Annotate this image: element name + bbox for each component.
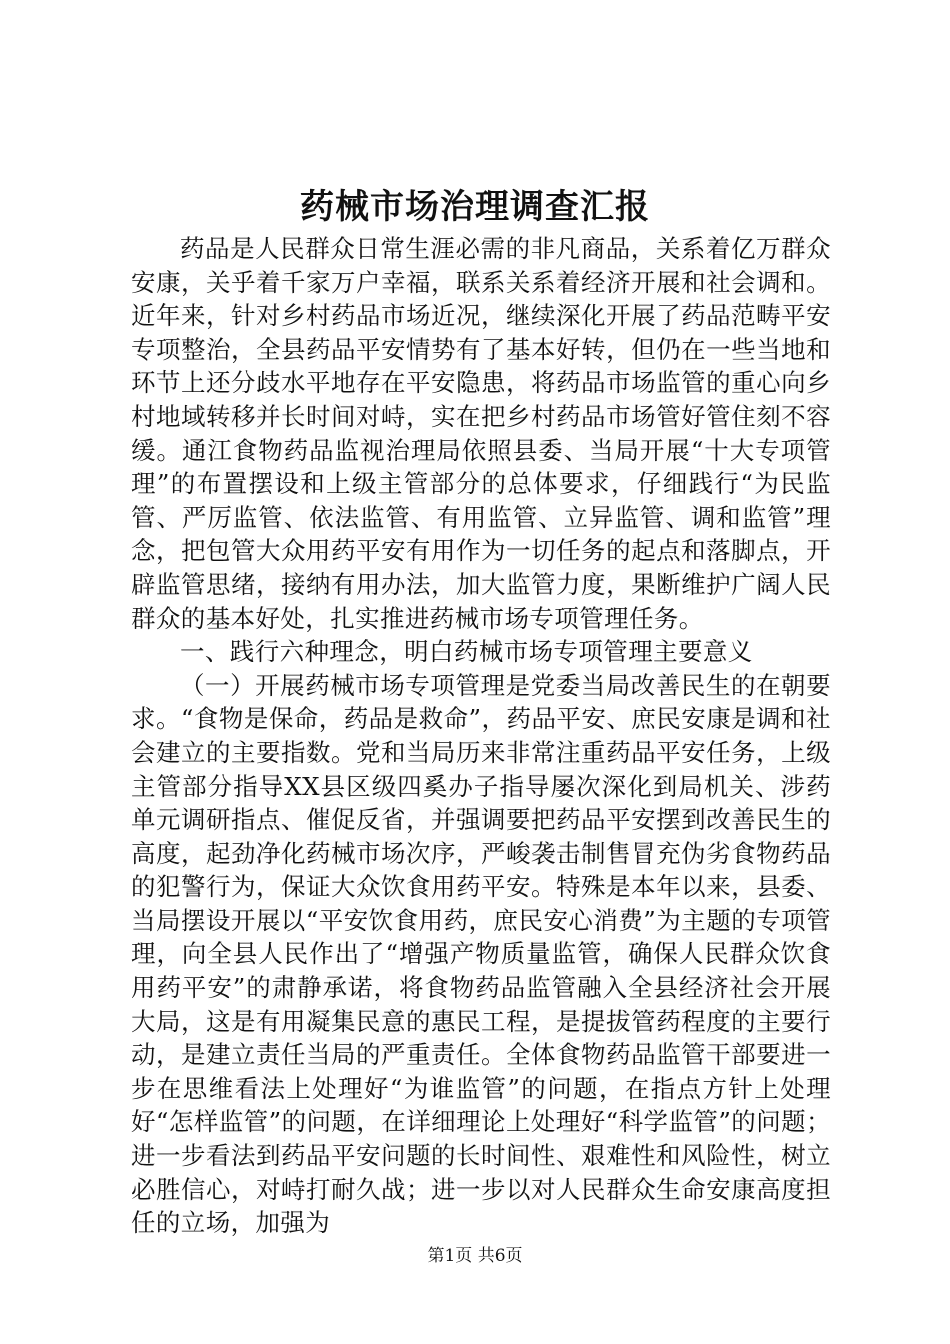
document-body <box>131 232 831 1240</box>
page-footer: 第1页 共6页 <box>427 1246 523 1266</box>
document-title: 药械市场治理调查汇报 <box>300 187 650 227</box>
section-heading: 一、践行六种理念，明白药械市场专项管理主要意义 <box>180 637 753 667</box>
intro-paragraph: 药品是人民群众日常生涯必需的非凡商品，关系着亿万群众安康，关乎着千家万户幸福，联系关系着经济开展和社会调和。近年来，针对乡村药品市场近况，继续深化开展了药品范畴平安专项整治，全县药品平安情势有了基本好转，但仍在一些当地和环节上还分歧水平地存在平安隐患，将药品市场监管的重心向乡村地域转移并长时间对峙，实在把乡村药品市场管好管住刻不容缓。通江食物药品监视治理局依照县委、当局开展“十大专项管理”的布置摆设和上级主管部分的总体要求，仔细践行“为民监管、严厉监管、依法监管、有用监管、立异监管、调和监管”理念，把包管大众用药平安有用作为一切任务的起点和落脚点，开辟监管思绪，接纳有用办法，加大监管力度，果断维护广阔人民群众的基本好处，扎实推进药械市场专项管理任务。 <box>131 234 831 633</box>
subsection-paragraph: （一）开展药械市场专项管理是党委当局改善民生的在朝要求。“食物是保命，药品是救命”，药品平安、庶民安康是调和社会建立的主要指数。党和当局历来非常注重药品平安任务，上级主管部分指导XX县区级四奚办子指导屡次深化到局机关、涉药单元调研指点、催促反省，并强调要把药品平安摆到改善民生的高度，起劲净化药械市场次序，严峻袭击制售冒充伪劣食物药品的犯警行为，保证大众饮食用药平安。特殊是本年以来，县委、当局摆设开展以“平安饮食用药，庶民安心消费”为主题的专项管理，向全县人民作出了“增强产物质量监管，确保人民群众饮食用药平安”的肃静承诺，将食物药品监管融入全县经济社会开展大局，这是有用凝集民意的惠民工程，是提拔管药程度的主要行动，是建立责任当局的严重责任。全体食物药品监管干部要进一步在思维看法上处理好“为谁监管”的问题，在指点方针上处理好“怎样监管”的问题，在详细理论上处理好“科学监管”的问题；进一步看法到药品平安问题的长时间性、艰难性和风险性，树立必胜信心，对峙打耐久战；进一步以对人民群众生命安康高度担任的立场，加强为 <box>131 670 831 1238</box>
